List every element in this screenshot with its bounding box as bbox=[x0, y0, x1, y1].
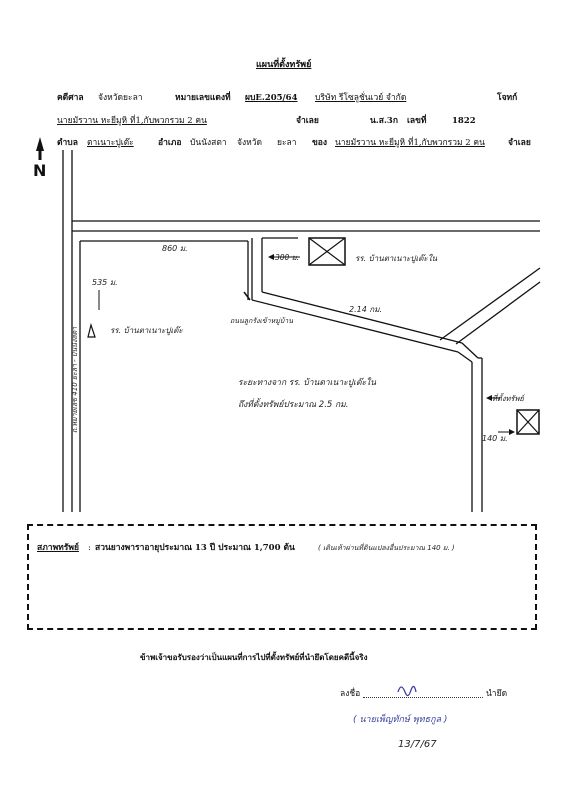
case-no-value: ผบE.205/64 bbox=[245, 93, 298, 103]
defendant-label: จำเลย bbox=[296, 116, 319, 126]
dist-road-label: 2.14 กม. bbox=[349, 305, 383, 314]
road-note-label: ถนนลูกรังเข้าหมู่บ้าน bbox=[230, 317, 294, 325]
defendant-value: นายมัรวาน หะยีมูหิ ที่1,กับพวกรวม 2 คน bbox=[57, 116, 207, 126]
subdistrict-value: ตาเนาะปูเต๊ะ bbox=[87, 138, 134, 148]
condition-text: สวนยางพาราอายุประมาณ 13 ปี ประมาณ 1,700 ต้น bbox=[95, 543, 295, 553]
school-top-label: รร. บ้านตาเนาะปูเต๊ะใน bbox=[355, 254, 438, 263]
distance-note-1: ระยะทางจาก รร. บ้านตาเนาะปูเต๊ะใน bbox=[238, 378, 377, 388]
dist-property-label: 140 ม. bbox=[482, 434, 508, 443]
district-value: บันนังสตา bbox=[190, 138, 227, 148]
dist-school-top-label: 300 ม. bbox=[275, 253, 300, 262]
road-left-label: ถ.หมายเลข 410 ยะลา - บันนังสตา bbox=[71, 326, 79, 434]
distance-note-2: ถึงที่ตั้งทรัพย์ประมาณ 2.5 กม. bbox=[238, 400, 349, 410]
province-value: ยะลา bbox=[277, 138, 297, 148]
plaintiff-value: บริษัท รีโซลูชั่นเวย์ จำกัด bbox=[315, 93, 407, 103]
signer-name: ( นายเพ็ญทักษ์ พุทธกูล ) bbox=[353, 715, 448, 725]
subdistrict-label: ตำบล bbox=[57, 138, 78, 148]
province-label: จังหวัด bbox=[237, 138, 263, 148]
property-label: ที่ตั้งทรัพย์ bbox=[492, 394, 524, 403]
doc-type: น.ส.3ก bbox=[370, 116, 398, 126]
doc-no-label: เลขที่ bbox=[407, 116, 427, 126]
compass-label: N bbox=[33, 161, 47, 180]
court-label: คดีศาล bbox=[57, 93, 84, 103]
owner-label: ของ bbox=[312, 138, 328, 148]
sign-label: ลงชื่อ bbox=[340, 689, 361, 699]
case-no-label: หมายเลขแดงที่ bbox=[175, 93, 231, 103]
condition-label: สภาพทรัพย์ bbox=[37, 543, 79, 553]
page-title: แผนที่ตั้งทรัพย์ bbox=[256, 60, 312, 70]
owner-value: นายมัรวาน หะยีมูหิ ที่1,กับพวกรวม 2 คน bbox=[335, 138, 485, 148]
condition-handwritten: ( เดินเท้าผ่านที่ดินแปลงอื่นประมาณ 140 ม. ) bbox=[318, 544, 455, 552]
school-left-label: รร. บ้านตาเนาะปูเต๊ะ bbox=[110, 326, 183, 335]
certify-text: ข้าพเจ้าขอรับรองว่าเป็นแผนที่การไปที่ตั้งทรัพย์ที่นำยึดโดยคดีนี้จริง bbox=[140, 652, 368, 662]
plaintiff-label: โจทก์ bbox=[497, 93, 518, 103]
dist-top-label: 860 ม. bbox=[162, 244, 188, 253]
court-value: จังหวัดยะลา bbox=[98, 93, 143, 103]
doc-no-value: 1822 bbox=[452, 116, 476, 126]
owner-role: จำเลย bbox=[508, 138, 531, 148]
district-label: อำเภอ bbox=[158, 138, 182, 148]
condition-colon: : bbox=[88, 543, 91, 553]
role-label: นำยึด bbox=[486, 689, 508, 699]
dist-left-label: 535 ม. bbox=[92, 278, 118, 287]
sign-date: 13/7/67 bbox=[398, 739, 437, 750]
